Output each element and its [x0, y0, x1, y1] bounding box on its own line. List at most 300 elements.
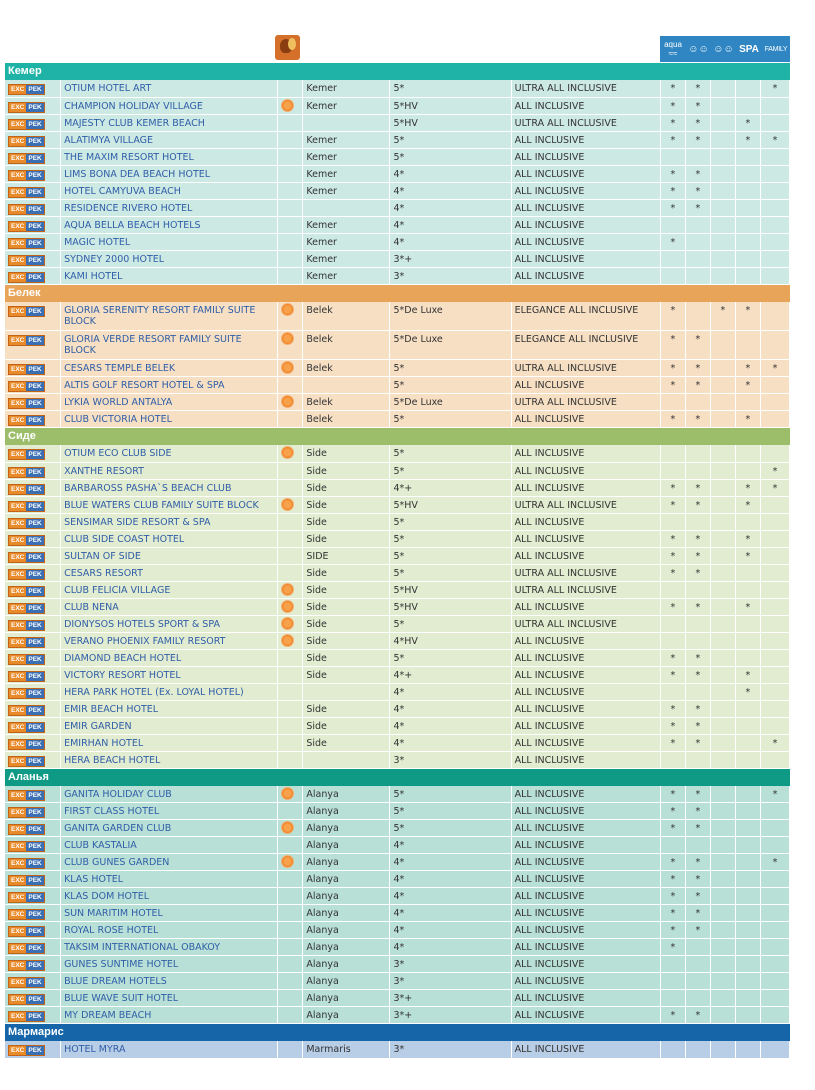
- hotel-name-link[interactable]: XANTHE RESORT: [64, 465, 144, 477]
- aqua-flag: *: [660, 302, 685, 331]
- badge-right: PEK: [28, 672, 42, 680]
- kids-flag: [685, 233, 710, 250]
- hotel-name-link[interactable]: CHAMPION HOLIDAY VILLAGE: [64, 100, 203, 112]
- table-row: [5, 250, 790, 267]
- hotel-name-cell: [61, 165, 278, 182]
- meal-plan-cell: ALL INCLUSIVE: [511, 267, 660, 284]
- spa-flag: [735, 199, 760, 216]
- exc-pek-badge[interactable]: [8, 501, 45, 512]
- exc-pek-badge[interactable]: [8, 671, 45, 682]
- kids-flag: [685, 990, 710, 1007]
- exc-pek-badge[interactable]: [8, 824, 45, 835]
- location-cell: Belek: [303, 360, 390, 377]
- operator-badge-cell: [5, 165, 61, 182]
- sun-cell: [278, 786, 303, 803]
- meal-plan-cell: ULTRA ALL INCLUSIVE: [511, 564, 660, 581]
- operator-badge-cell: [5, 973, 61, 990]
- family-flag: *: [760, 734, 789, 751]
- family-flag: [760, 666, 789, 683]
- hotel-name-link[interactable]: LYKIA WORLD ANTALYA: [64, 397, 173, 408]
- location-cell: Side: [303, 632, 390, 649]
- operator-badge-cell: [5, 615, 61, 632]
- meal-plan-cell: ALL INCLUSIVE: [511, 131, 660, 148]
- location-cell: Alanya: [303, 820, 390, 837]
- kids-flag: [685, 445, 710, 462]
- kids-flag: [685, 513, 710, 530]
- hotel-name-link[interactable]: ALATIMYA VILLAGE: [64, 134, 154, 146]
- hotel-name-cell: [61, 360, 278, 377]
- category-cell: 3*: [390, 1041, 511, 1058]
- category-cell: 5*: [390, 615, 511, 632]
- operator-badge-cell: [5, 331, 61, 360]
- exc-pek-badge[interactable]: [8, 153, 45, 164]
- sun-cell: [278, 649, 303, 666]
- hotel-name-link[interactable]: EMIR BEACH HOTEL: [64, 703, 159, 715]
- badge-right: PEK: [28, 103, 42, 111]
- badge-right: PEK: [28, 188, 42, 196]
- kids-flag: *: [685, 666, 710, 683]
- hotel-name-cell: [61, 990, 278, 1007]
- aqua-flag: [660, 267, 685, 284]
- exc-pek-badge[interactable]: [8, 84, 45, 95]
- kids-flag: [685, 581, 710, 598]
- table-row: [5, 871, 790, 888]
- sun-cell: [278, 360, 303, 377]
- hotel-name-link[interactable]: BLUE WAVE SUIT HOTEL: [64, 993, 178, 1004]
- aqua-flag: *: [660, 598, 685, 615]
- hotel-name-link[interactable]: RESIDENCE RIVERO HOTEL: [64, 202, 193, 214]
- operator-badge-cell: [5, 683, 61, 700]
- hotel-name-link[interactable]: SULTAN OF SIDE: [64, 550, 141, 562]
- hotel-name-link[interactable]: CESARS RESORT: [64, 567, 143, 579]
- spa-flag: [735, 734, 760, 751]
- exc-pek-badge[interactable]: [8, 722, 45, 733]
- meal-plan-cell: ALL INCLUSIVE: [511, 888, 660, 905]
- teens-flag: [710, 888, 735, 905]
- exc-pek-badge[interactable]: [8, 221, 45, 232]
- spa-flag: [735, 786, 760, 803]
- meal-plan-cell: ALL INCLUSIVE: [511, 530, 660, 547]
- hotel-name-link[interactable]: BLUE WATERS CLUB FAMILY SUITE BLOCK: [64, 499, 259, 511]
- operator-badge-cell: [5, 990, 61, 1007]
- category-cell: 5*HV: [390, 97, 511, 114]
- exc-pek-badge[interactable]: [8, 858, 45, 869]
- exc-pek-badge[interactable]: [8, 484, 45, 495]
- hotel-name-link[interactable]: GANITA GARDEN CLUB: [64, 823, 172, 834]
- badge-left: EXC: [11, 337, 25, 344]
- exc-pek-badge[interactable]: [8, 187, 45, 198]
- spa-flag: [735, 905, 760, 922]
- badge-right: PEK: [28, 604, 42, 612]
- location-cell: SIDE: [303, 547, 390, 564]
- operator-badge-cell: [5, 905, 61, 922]
- exc-pek-badge[interactable]: [8, 415, 45, 426]
- operator-badge-cell: [5, 598, 61, 615]
- teens-flag: [710, 250, 735, 267]
- exc-pek-badge[interactable]: [8, 841, 45, 852]
- kids-flag: *: [685, 165, 710, 182]
- hotel-name-link[interactable]: LIMS BONA DEA BEACH HOTEL: [64, 168, 211, 180]
- hotel-name-cell: [61, 564, 278, 581]
- exc-pek-badge[interactable]: [8, 807, 45, 818]
- spa-flag: [735, 837, 760, 854]
- location-cell: Alanya: [303, 854, 390, 871]
- hotel-name-link[interactable]: MY DREAM BEACH: [64, 1010, 152, 1021]
- hotel-name-link[interactable]: SENSIMAR SIDE RESORT & SPA: [64, 516, 211, 528]
- exc-pek-badge[interactable]: [8, 603, 45, 614]
- table-row: [5, 939, 790, 956]
- exc-pek-badge[interactable]: [8, 960, 45, 971]
- operator-badge-cell: [5, 717, 61, 734]
- sun-cell: [278, 131, 303, 148]
- exc-pek-badge[interactable]: [8, 994, 45, 1005]
- exc-pek-badge[interactable]: [8, 272, 45, 283]
- teens-flag: [710, 632, 735, 649]
- hotel-name-link[interactable]: VICTORY RESORT HOTEL: [64, 669, 181, 681]
- exc-pek-badge[interactable]: [8, 943, 45, 954]
- meal-plan-cell: ALL INCLUSIVE: [511, 956, 660, 973]
- teens-flag: [710, 854, 735, 871]
- hotel-name-link[interactable]: CLUB NENA: [64, 601, 119, 613]
- hotel-name-link[interactable]: KAMI HOTEL: [64, 270, 123, 282]
- kids-flag: [685, 462, 710, 479]
- meal-plan-cell: ULTRA ALL INCLUSIVE: [511, 496, 660, 513]
- spa-flag: [735, 80, 760, 97]
- hotel-name-cell: [61, 267, 278, 284]
- category-cell: 3*: [390, 751, 511, 768]
- hotel-name-link[interactable]: BARBAROSS PASHA`S BEACH CLUB: [64, 482, 232, 494]
- kids-club-icon: ☺☺: [686, 36, 711, 62]
- table-row: [5, 820, 790, 837]
- exc-pek-badge[interactable]: [8, 909, 45, 920]
- badge-right: PEK: [28, 996, 42, 1003]
- category-cell: 5*: [390, 530, 511, 547]
- exc-pek-badge[interactable]: [8, 381, 45, 392]
- category-cell: 4*: [390, 683, 511, 700]
- hotel-name-link[interactable]: CLUB SIDE COAST HOTEL: [64, 533, 185, 545]
- teens-flag: [710, 700, 735, 717]
- exc-pek-badge[interactable]: [8, 739, 45, 750]
- table-row: [5, 632, 790, 649]
- exc-pek-badge[interactable]: [8, 620, 45, 631]
- teens-flag: [710, 1041, 735, 1058]
- aqua-flag: *: [660, 939, 685, 956]
- hotel-name-link[interactable]: SYDNEY 2000 HOTEL: [64, 253, 165, 265]
- exc-pek-badge[interactable]: [8, 756, 45, 767]
- teens-flag: [710, 956, 735, 973]
- exc-pek-badge[interactable]: [8, 654, 45, 665]
- location-cell: Marmaris: [303, 1041, 390, 1058]
- category-cell: 5*De Luxe: [390, 302, 511, 331]
- hotel-name-link[interactable]: MAGIC HOTEL: [64, 236, 131, 248]
- spa-flag: *: [735, 666, 760, 683]
- category-cell: 5*: [390, 649, 511, 666]
- operator-badge-cell: [5, 377, 61, 394]
- hotel-name-link[interactable]: TAKSIM INTERNATIONAL OBAKOY: [64, 942, 221, 953]
- badge-right: PEK: [28, 256, 42, 264]
- category-cell: 5*: [390, 462, 511, 479]
- exc-pek-badge[interactable]: [8, 306, 45, 317]
- hotel-name-link[interactable]: DIAMOND BEACH HOTEL: [64, 652, 182, 664]
- hotel-name-link[interactable]: CLUB VICTORIA HOTEL: [64, 414, 172, 425]
- teens-flag: [710, 479, 735, 496]
- exc-pek-badge[interactable]: [8, 335, 45, 346]
- spa-flag: *: [735, 496, 760, 513]
- section-side: [5, 428, 790, 769]
- teens-flag: [710, 513, 735, 530]
- kids-flag: [685, 956, 710, 973]
- hotel-table: [5, 34, 790, 1059]
- family-flag: [760, 302, 789, 331]
- category-cell: 5*: [390, 564, 511, 581]
- spa-flag: [735, 564, 760, 581]
- location-cell: Kemer: [303, 131, 390, 148]
- hotel-name-link[interactable]: OTIUM ECO CLUB SIDE: [64, 448, 172, 459]
- hotel-name-link[interactable]: AQUA BELLA BEACH HOTELS: [64, 219, 201, 231]
- badge-left: EXC: [11, 740, 25, 748]
- hotel-name-link[interactable]: BLUE DREAM HOTELS: [64, 976, 167, 987]
- exc-pek-badge[interactable]: [8, 449, 45, 460]
- aqua-flag: *: [660, 803, 685, 820]
- aqua-flag: [660, 751, 685, 768]
- teens-flag: [710, 496, 735, 513]
- exc-pek-badge[interactable]: [8, 255, 45, 266]
- hotel-name-link[interactable]: KLAS HOTEL: [64, 874, 124, 885]
- teens-flag: [710, 564, 735, 581]
- operator-badge-cell: [5, 233, 61, 250]
- badge-right: PEK: [28, 894, 42, 901]
- exc-pek-badge[interactable]: [8, 398, 45, 409]
- spa-flag: [735, 751, 760, 768]
- hotel-name-link[interactable]: HERA PARK HOTEL (Ex. LOYAL HOTEL): [64, 686, 244, 698]
- exc-pek-badge[interactable]: [8, 926, 45, 937]
- hotel-name-link[interactable]: CLUB KASTALIA: [64, 840, 137, 851]
- aqua-flag: *: [660, 165, 685, 182]
- badge-left: EXC: [11, 689, 25, 697]
- hotel-name-link[interactable]: HOTEL MYRA: [64, 1044, 126, 1055]
- spa-flag: *: [735, 530, 760, 547]
- aqua-flag: [660, 632, 685, 649]
- sun-cell: [278, 734, 303, 751]
- exc-pek-badge[interactable]: [8, 467, 45, 478]
- hotel-name-link[interactable]: CLUB FELICIA VILLAGE: [64, 584, 171, 596]
- table-row: [5, 700, 790, 717]
- exc-pek-badge[interactable]: [8, 892, 45, 903]
- operator-badge-cell: [5, 751, 61, 768]
- hotel-name-link[interactable]: KLAS DOM HOTEL: [64, 891, 150, 902]
- meal-plan-cell: ALL INCLUSIVE: [511, 717, 660, 734]
- exc-pek-badge[interactable]: [8, 204, 45, 215]
- hotel-name-link[interactable]: SUN MARITIM HOTEL: [64, 908, 163, 919]
- badge-right: PEK: [28, 553, 42, 561]
- spa-flag: [735, 922, 760, 939]
- badge-left: EXC: [11, 502, 25, 510]
- operator-badge-cell: [5, 649, 61, 666]
- teens-flag: [710, 267, 735, 284]
- exc-pek-badge[interactable]: [8, 586, 45, 597]
- hotel-name-link[interactable]: VERANO PHOENIX FAMILY RESORT: [64, 635, 226, 647]
- family-flag: [760, 649, 789, 666]
- exc-pek-badge[interactable]: [8, 875, 45, 886]
- hotel-name-link[interactable]: ALTIS GOLF RESORT HOTEL & SPA: [64, 380, 225, 391]
- location-cell: Side: [303, 615, 390, 632]
- hotel-name-cell: [61, 888, 278, 905]
- sun-icon: [282, 584, 293, 595]
- spa-flag: [735, 1007, 760, 1024]
- exc-pek-badge[interactable]: [8, 535, 45, 546]
- spa-flag: [735, 632, 760, 649]
- family-flag: [760, 199, 789, 216]
- meal-plan-cell: ALL INCLUSIVE: [511, 632, 660, 649]
- spa-flag: [735, 854, 760, 871]
- hotel-name-link[interactable]: EMIR GARDEN: [64, 720, 132, 732]
- table-row: [5, 973, 790, 990]
- family-flag: [760, 700, 789, 717]
- exc-pek-badge[interactable]: [8, 1045, 45, 1056]
- category-cell: 4*+: [390, 666, 511, 683]
- hotel-name-cell: [61, 1041, 278, 1058]
- badge-right: PEK: [28, 468, 42, 476]
- aqua-flag: [660, 615, 685, 632]
- sun-cell: [278, 394, 303, 411]
- sun-cell: [278, 199, 303, 216]
- aqua-flag: [660, 956, 685, 973]
- hotel-name-link[interactable]: HOTEL CAMYUVA BEACH: [64, 185, 181, 197]
- badge-right: PEK: [28, 570, 42, 578]
- exc-pek-badge[interactable]: [8, 119, 45, 130]
- hotel-name-cell: [61, 97, 278, 114]
- exc-pek-badge[interactable]: [8, 688, 45, 699]
- category-cell: 5*: [390, 820, 511, 837]
- spa-flag: [735, 216, 760, 233]
- teens-flag: [710, 114, 735, 131]
- table-row: [5, 803, 790, 820]
- kids-flag: *: [685, 786, 710, 803]
- hotel-name-link[interactable]: CLUB GUNES GARDEN: [64, 857, 170, 868]
- meal-plan-cell: ALL INCLUSIVE: [511, 854, 660, 871]
- meal-plan-cell: ALL INCLUSIVE: [511, 751, 660, 768]
- sun-cell: [278, 216, 303, 233]
- badge-left: EXC: [11, 137, 25, 145]
- aqua-flag: *: [660, 905, 685, 922]
- kids-flag: *: [685, 649, 710, 666]
- exc-pek-badge[interactable]: [8, 238, 45, 249]
- family-flag: [760, 581, 789, 598]
- sun-cell: [278, 530, 303, 547]
- hotel-name-link[interactable]: GLORIA VERDE RESORT FAMILY SUITE BLOCK: [64, 334, 242, 356]
- hotel-name-link[interactable]: CESARS TEMPLE BELEK: [64, 363, 176, 374]
- hotel-name-cell: [61, 666, 278, 683]
- hotel-name-link[interactable]: OTIUM HOTEL ART: [64, 83, 152, 94]
- badge-right: PEK: [28, 519, 42, 527]
- hotel-name-link[interactable]: GUNES SUNTIME HOTEL: [64, 959, 179, 970]
- badge-left: EXC: [11, 809, 25, 816]
- exc-pek-badge[interactable]: [8, 170, 45, 181]
- family-flag: [760, 598, 789, 615]
- badge-right: PEK: [28, 337, 42, 344]
- family-flag: *: [760, 462, 789, 479]
- exc-pek-badge[interactable]: [8, 364, 45, 375]
- meal-plan-cell: ALL INCLUSIVE: [511, 182, 660, 199]
- category-cell: 4*HV: [390, 632, 511, 649]
- spa-flag: [735, 649, 760, 666]
- exc-pek-badge[interactable]: [8, 102, 45, 113]
- exc-pek-badge[interactable]: [8, 518, 45, 529]
- badge-left: EXC: [11, 877, 25, 884]
- exc-pek-badge[interactable]: [8, 552, 45, 563]
- meal-plan-cell: ALL INCLUSIVE: [511, 905, 660, 922]
- badge-left: EXC: [11, 188, 25, 196]
- spa-flag: [735, 394, 760, 411]
- hotel-name-link[interactable]: THE MAXIM RESORT HOTEL: [64, 151, 194, 163]
- table-row: [5, 302, 790, 331]
- exc-pek-badge[interactable]: [8, 136, 45, 147]
- operator-badge-cell: [5, 479, 61, 496]
- sun-cell: [278, 1007, 303, 1024]
- badge-right: PEK: [28, 979, 42, 986]
- badge-right: PEK: [28, 740, 42, 748]
- family-flag: [760, 267, 789, 284]
- teens-flag: [710, 233, 735, 250]
- family-flag: [760, 683, 789, 700]
- hotel-name-link[interactable]: MAJESTY CLUB KEMER BEACH: [64, 117, 205, 129]
- hotel-name-link[interactable]: HERA BEACH HOTEL: [64, 754, 161, 766]
- badge-left: EXC: [11, 996, 25, 1003]
- exc-pek-badge[interactable]: [8, 790, 45, 801]
- hotel-name-cell: [61, 905, 278, 922]
- hotel-name-link[interactable]: FIRST CLASS HOTEL: [64, 806, 160, 817]
- hotel-name-link[interactable]: DIONYSOS HOTELS SPORT & SPA: [64, 618, 220, 630]
- location-cell: Side: [303, 530, 390, 547]
- hotel-name-link[interactable]: EMIRHAN HOTEL: [64, 737, 144, 749]
- table-row: [5, 615, 790, 632]
- table-row: [5, 751, 790, 768]
- meal-plan-cell: ULTRA ALL INCLUSIVE: [511, 581, 660, 598]
- badge-left: EXC: [11, 894, 25, 901]
- hotel-name-link[interactable]: GLORIA SERENITY RESORT FAMILY SUITE BLOCK: [64, 304, 256, 327]
- aqua-flag: *: [660, 786, 685, 803]
- exc-pek-badge[interactable]: [8, 569, 45, 580]
- family-flag: *: [760, 479, 789, 496]
- operator-badge-cell: [5, 148, 61, 165]
- sun-icon: [282, 447, 293, 458]
- exc-pek-badge[interactable]: [8, 977, 45, 988]
- hotel-name-cell: [61, 820, 278, 837]
- meal-plan-cell: ALL INCLUSIVE: [511, 700, 660, 717]
- hotel-name-link[interactable]: GANITA HOLIDAY CLUB: [64, 788, 172, 800]
- meal-plan-cell: ALL INCLUSIVE: [511, 990, 660, 1007]
- exc-pek-badge[interactable]: [8, 1011, 45, 1022]
- badge-left: EXC: [11, 468, 25, 476]
- badge-left: EXC: [11, 723, 25, 731]
- hotel-name-link[interactable]: ROYAL ROSE HOTEL: [64, 925, 159, 936]
- location-cell: Kemer: [303, 250, 390, 267]
- teens-flag: [710, 820, 735, 837]
- aqua-flag: [660, 683, 685, 700]
- exc-pek-badge[interactable]: [8, 637, 45, 648]
- spa-flag: *: [735, 479, 760, 496]
- kids-flag: *: [685, 182, 710, 199]
- teens-flag: [710, 530, 735, 547]
- operator-badge-cell: [5, 547, 61, 564]
- exc-pek-badge[interactable]: [8, 705, 45, 716]
- spa-flag: [735, 973, 760, 990]
- aqua-flag: *: [660, 547, 685, 564]
- hotel-name-cell: [61, 80, 278, 97]
- hotel-name-cell: [61, 233, 278, 250]
- sun-icon: [282, 635, 293, 646]
- table-row: [5, 165, 790, 182]
